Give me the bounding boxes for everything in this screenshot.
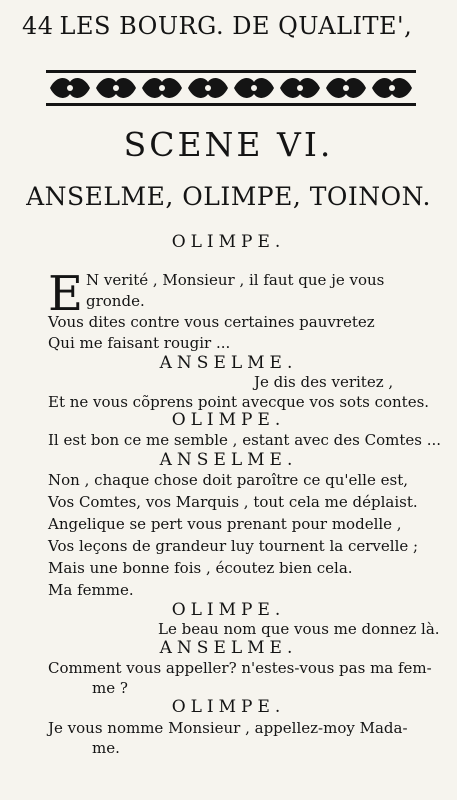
verse-line: Et ne vous cõprens point avecque vos sots contes. [48, 393, 430, 411]
verse-line: Le beau nom que vous me donnez là. [158, 620, 440, 638]
drop-cap: E [48, 266, 84, 322]
speaker-olimpe: OLIMPE. [171, 232, 286, 252]
scene-title: SCENE VI. [123, 125, 334, 164]
verse-line: gronde. [86, 292, 145, 310]
verse-line: Vous dites contre vous certaines pauvretez [48, 313, 375, 331]
verse-line: Non , chaque chose doit paroître ce qu'elle est, [48, 471, 408, 489]
verse-line: Angelique se pert vous prenant pour modelle , [48, 515, 402, 533]
verse-line: Comment vous appeller? n'estes-vous pas ma fem- [48, 659, 432, 677]
page-number: 44 [22, 12, 54, 40]
verse-line: Mais une bonne fois , écoutez bien cela. [48, 559, 353, 577]
verse-line: Je vous nomme Monsieur , appellez-moy Mada- [48, 719, 408, 737]
verse-line: N verité , Monsieur , il faut que je vous [86, 271, 385, 289]
speaker-anselme: ANSELME. [159, 450, 298, 470]
verse-line: me. [92, 739, 120, 757]
verse-line: Vos Comtes, vos Marquis , tout cela me déplaist. [48, 493, 418, 511]
speaker-anselme: ANSELME. [159, 638, 298, 658]
verse-line: Qui me faisant rougir ... [48, 334, 231, 352]
fleuron-band-icon [46, 70, 416, 106]
verse-line: Il est bon ce me semble , estant avec des Comtes ... [48, 431, 442, 449]
speaker-olimpe: OLIMPE. [171, 600, 286, 620]
verse-line: Ma femme. [48, 581, 134, 599]
running-title: LES BOURG. DE QUALITE', [59, 12, 413, 40]
speaker-olimpe: OLIMPE. [171, 697, 286, 717]
cast-list: ANSELME, OLIMPE, TOINON. [26, 182, 431, 211]
verse-line: Je dis des veritez , [254, 373, 394, 391]
verse-line: Vos leçons de grandeur luy tournent la cervelle ; [48, 537, 419, 555]
speaker-olimpe: OLIMPE. [171, 410, 286, 430]
running-header [22, 12, 442, 52]
verse-line: me ? [92, 679, 128, 697]
speaker-anselme: ANSELME. [159, 353, 298, 373]
